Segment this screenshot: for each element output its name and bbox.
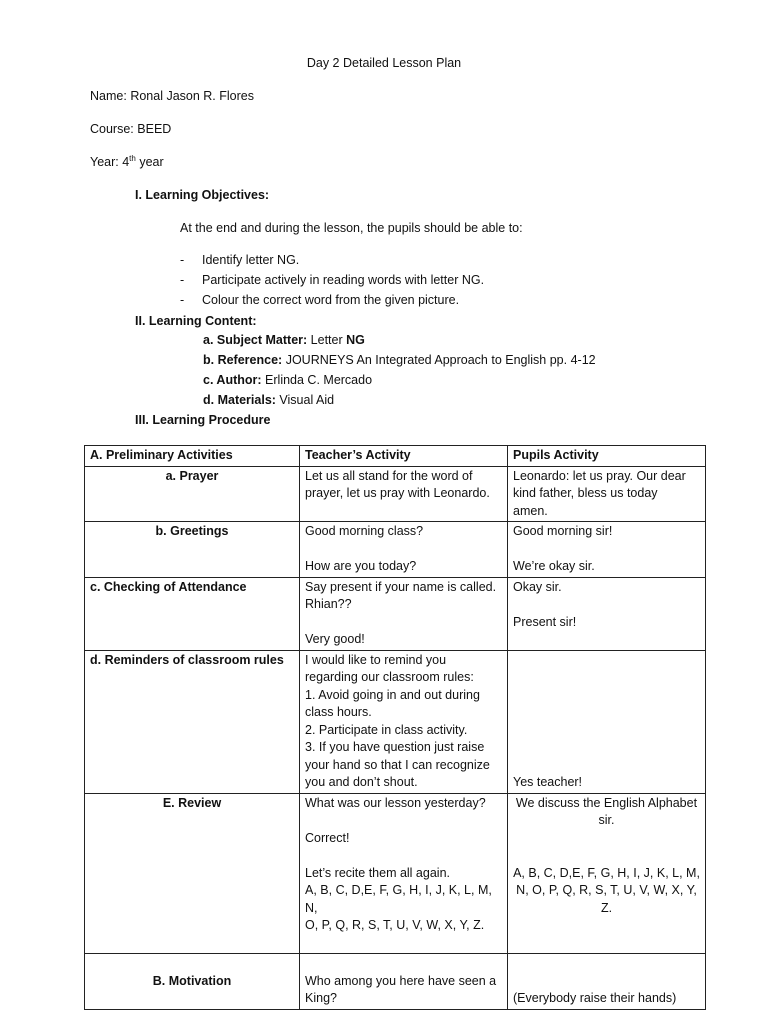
activity-label: a. Prayer: [85, 466, 300, 522]
course-label: Course:: [90, 122, 134, 136]
year-suffix: th: [129, 153, 136, 163]
procedure-heading: III. Learning Procedure: [135, 413, 271, 427]
table-row-greetings: [85, 522, 706, 578]
author-value: Erlinda C. Mercado: [265, 373, 373, 387]
teacher-cell: What was our lesson yesterday? Correct! Let’s recite them all again. A, B, C, D,E, F, G, H, I, J, K, L, M, N, O, P, Q, R, S, T, U, V, W, X, Y, Z.: [300, 793, 508, 954]
activity-label: c. Checking of Attendance: [85, 577, 300, 650]
pupils-cell: Leonardo: let us pray. Our dear kind father, bless us today amen.: [508, 466, 706, 522]
reference-line: [203, 353, 596, 367]
procedure-table: [84, 445, 706, 1010]
subject-value: Letter: [310, 333, 343, 347]
activity-label: E. Review: [85, 793, 300, 954]
objective-item: - Colour the correct word from the given picture.: [180, 293, 460, 307]
year-number: 4: [122, 155, 130, 169]
author-label: c. Author:: [203, 373, 262, 387]
pupils-cell: Good morning sir! We’re okay sir.: [508, 522, 706, 578]
activity-label: d. Reminders of classroom rules: [85, 650, 300, 793]
materials-label: d. Materials:: [203, 393, 276, 407]
header-preliminary: A. Preliminary Activities: [85, 446, 300, 467]
pupils-cell: Yes teacher!: [508, 650, 706, 793]
table-row-attendance: [85, 577, 706, 650]
page-title: Day 2 Detailed Lesson Plan: [306, 56, 462, 70]
course-line: [90, 122, 171, 136]
header-teacher: Teacher’s Activity: [300, 446, 508, 467]
objectives-intro: At the end and during the lesson, the pupils should be able to:: [180, 221, 523, 235]
reference-value: JOURNEYS An Integrated Approach to English pp. 4-12: [285, 353, 596, 367]
name-label: Name:: [90, 89, 127, 103]
table-row-prayer: [85, 466, 706, 522]
year-line: [90, 155, 164, 169]
materials-line: [203, 393, 334, 407]
activity-label: b. Greetings: [85, 522, 300, 578]
objective-item: - Identify letter NG.: [180, 253, 300, 267]
course-value: BEED: [137, 122, 172, 136]
year-word: year: [139, 155, 164, 169]
subject-matter-line: [203, 333, 365, 347]
content-heading: II. Learning Content:: [135, 314, 257, 328]
dash-bullet: -: [180, 273, 185, 287]
pupils-cell: (Everybody raise their hands): [508, 954, 706, 1010]
header-pupils: Pupils Activity: [508, 446, 706, 467]
teacher-cell: Good morning class? How are you today?: [300, 522, 508, 578]
objective-item: - Participate actively in reading words with letter NG.: [180, 273, 485, 287]
teacher-cell: Say present if your name is called. Rhian?? Very good!: [300, 577, 508, 650]
table-row-motivation: [85, 954, 706, 1010]
teacher-cell: Who among you here have seen a King?: [300, 954, 508, 1010]
subject-value-bold: NG: [346, 333, 365, 347]
author-line: [203, 373, 372, 387]
dash-bullet: -: [180, 293, 185, 307]
teacher-cell: Let us all stand for the word of prayer, let us pray with Leonardo.: [300, 466, 508, 522]
pupils-cell: We discuss the English Alphabet sir. A, B, C, D,E, F, G, H, I, J, K, L, M, N, O, P, Q, R, S, T, U, V, W, X, Y, Z.: [508, 793, 706, 954]
name-value: Ronal Jason R. Flores: [130, 89, 254, 103]
pupils-cell: Okay sir. Present sir!: [508, 577, 706, 650]
table-header-row: [85, 446, 706, 467]
activity-label: B. Motivation: [85, 954, 300, 1010]
table-row-review: [85, 793, 706, 954]
dash-bullet: -: [180, 253, 185, 267]
name-line: [90, 89, 254, 103]
objectives-heading: I. Learning Objectives:: [135, 188, 270, 202]
year-label: Year:: [90, 155, 119, 169]
table-row-reminders: [85, 650, 706, 793]
teacher-cell: I would like to remind you regarding our classroom rules: 1. Avoid going in and out during class hours. 2. Participate in class activity. 3. If you have question just raise your hand so that I can recognize you and don’t shout.: [300, 650, 508, 793]
materials-value: Visual Aid: [279, 393, 335, 407]
subject-label: a. Subject Matter:: [203, 333, 308, 347]
reference-label: b. Reference:: [203, 353, 283, 367]
